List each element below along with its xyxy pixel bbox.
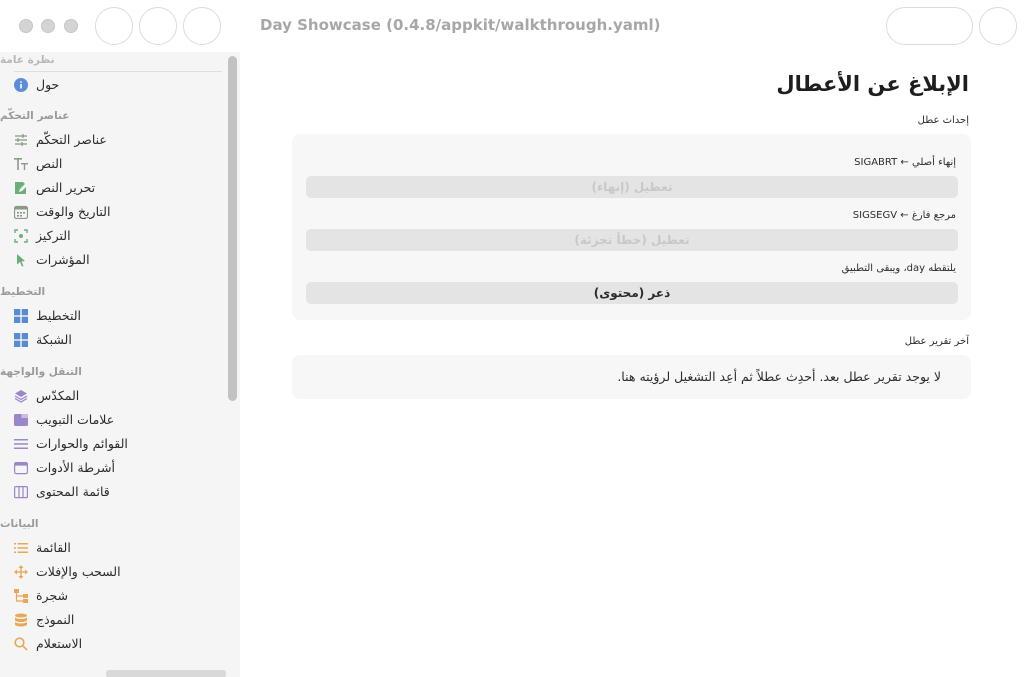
tabs-icon: [14, 412, 28, 426]
sidebar-item-content-list[interactable]: [14, 480, 110, 502]
sidebar-item-label: السحب والإفلات: [36, 563, 121, 579]
edit-icon: [14, 180, 28, 194]
search-icon: [14, 636, 28, 650]
sidebar-item-stack[interactable]: [14, 384, 79, 406]
cursor-icon: [14, 252, 28, 266]
grid-icon: [14, 332, 28, 346]
sidebar-item-grid[interactable]: [14, 328, 72, 350]
focus-icon: [14, 228, 28, 242]
info-icon: [14, 77, 28, 91]
sidebar-item-label: قائمة المحتوى: [36, 483, 110, 499]
sidebar-item-label: المؤشرات: [36, 251, 90, 267]
toolbar-icon: [14, 460, 28, 474]
sidebar-item-controls[interactable]: [14, 128, 107, 150]
sidebar-item-label: القائمة: [36, 539, 71, 555]
sidebar-item-focus[interactable]: [14, 224, 71, 246]
sidebar-item-label: عناصر التحكّم: [36, 131, 107, 147]
sidebar-item-pointers[interactable]: [14, 248, 90, 270]
sidebar-item-date-time[interactable]: [14, 200, 110, 222]
title-bar: [0, 0, 1024, 52]
list-icon: [14, 540, 28, 554]
report-card: [292, 355, 971, 399]
abort-button[interactable]: تعطيل (إنهاء): [306, 176, 958, 198]
report-section-label: آخر تقرير عطل: [904, 336, 969, 347]
sidebar-item-label: النموذج: [36, 611, 75, 627]
sidebar-item-about[interactable]: [14, 73, 59, 95]
toolbar-button-4[interactable]: [979, 7, 1017, 45]
move-icon: [14, 564, 28, 578]
sidebar-item-toolbars[interactable]: [14, 456, 115, 478]
toolbar-wide-button[interactable]: [886, 7, 973, 45]
toolbar-button-1[interactable]: [95, 7, 133, 45]
sidebar-section-cutoff: [106, 670, 226, 677]
sidebar-item-label: التاريخ والوقت: [36, 203, 111, 219]
sigsegv-label: مرجع فارغ ← SIGSEGV: [852, 210, 956, 221]
sidebar-section-overview: نظرة عامة: [0, 54, 55, 66]
sidebar-item-label: القوائم والحوارات: [36, 435, 128, 451]
sidebar-item-label: أشرطة الأدوات: [36, 459, 115, 475]
sidebar-item-label: علامات التبويب: [36, 411, 115, 427]
sidebar-item-label: الاستعلام: [36, 635, 83, 651]
sidebar-item-tabs[interactable]: [14, 408, 114, 430]
sidebar: [0, 52, 240, 677]
sidebar-item-label: تحرير النص: [36, 179, 96, 195]
zoom-window-button[interactable]: [64, 19, 78, 33]
sidebar-item-text-edit[interactable]: [14, 176, 95, 198]
sidebar-item-query[interactable]: [14, 632, 82, 654]
database-icon: [14, 612, 28, 626]
main-content: [240, 52, 1024, 677]
layout-icon: [14, 308, 28, 322]
trigger-section-label: إحداث عطل: [917, 115, 969, 126]
sidebar-item-tree[interactable]: [14, 584, 68, 606]
sidebar-item-label: شجرة: [36, 587, 68, 603]
sidebar-divider: [14, 71, 222, 72]
sliders-icon: [14, 132, 28, 146]
sidebar-item-layout[interactable]: [14, 304, 81, 326]
sigabrt-label: إنهاء أصلي ← SIGABRT: [854, 157, 956, 168]
sidebar-item-text[interactable]: [14, 152, 62, 174]
window-title: Day Showcase (0.4.8/appkit/walkthrough.yaml): [260, 16, 661, 34]
sidebar-item-label: النص: [36, 155, 63, 171]
sidebar-item-label: حول: [36, 76, 60, 92]
page-title: الإبلاغ عن الأعطال: [776, 72, 969, 96]
sidebar-section-layout: التخطيط: [0, 286, 46, 298]
sidebar-section-controls: عناصر التحكّم: [0, 110, 70, 122]
text-icon: [14, 156, 28, 170]
sidebar-item-label: التركيز: [36, 227, 71, 243]
menu-icon: [14, 436, 28, 450]
toolbar-button-2[interactable]: [139, 7, 177, 45]
columns-icon: [14, 484, 28, 498]
sidebar-item-label: المكدّس: [36, 387, 80, 403]
empty-report-text: لا يوجد تقرير عطل بعد. أحدِث عطلاً ثم أعِد التشغيل لرؤيته هنا.: [617, 369, 941, 384]
minimize-window-button[interactable]: [41, 19, 55, 33]
calendar-icon: [14, 204, 28, 218]
sidebar-item-model[interactable]: [14, 608, 74, 630]
panic-button[interactable]: ذعر (محتوى): [306, 282, 958, 304]
stack-icon: [14, 388, 28, 402]
sidebar-item-label: التخطيط: [36, 307, 82, 323]
sidebar-scrollbar[interactable]: [228, 56, 237, 401]
sidebar-section-navigation: التنقل والواجهة: [0, 366, 82, 378]
tree-icon: [14, 588, 28, 602]
sidebar-item-list[interactable]: [14, 536, 71, 558]
toolbar-button-3[interactable]: [183, 7, 221, 45]
trigger-card: [292, 134, 971, 320]
close-window-button[interactable]: [19, 19, 33, 33]
sidebar-item-drag-drop[interactable]: [14, 560, 121, 582]
panic-label: يلتقطه day، ويبقى التطبيق: [841, 263, 956, 274]
sidebar-item-menus-dialogs[interactable]: [14, 432, 128, 454]
sidebar-section-data: البيانات: [0, 518, 39, 530]
sidebar-item-label: الشبكة: [36, 331, 72, 347]
segfault-button[interactable]: تعطيل (خطأ تجزئة): [306, 229, 958, 251]
